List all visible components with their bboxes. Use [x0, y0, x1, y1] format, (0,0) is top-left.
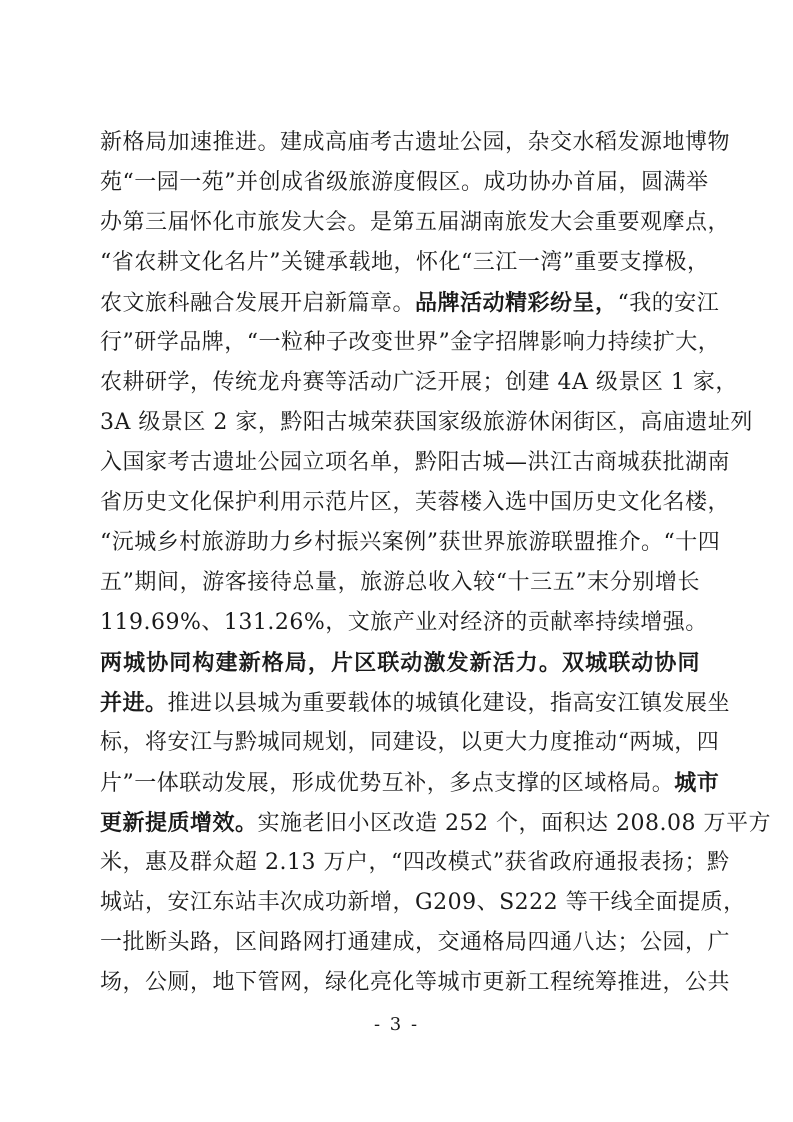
text-run: “我的安江	[617, 291, 720, 316]
text-line: 119.69%、131.26%，文旅产业对经济的贡献率持续增强。	[100, 610, 708, 635]
text-line: 五”期间，游客接待总量，旅游总收入较“十三五”末分别增长	[100, 570, 700, 595]
text-line	[100, 283, 720, 323]
bold-heading: 更新提质增效。	[100, 810, 258, 836]
text-line: 行”研学品牌，“一粒种子改变世界”金字招牌影响力持续扩大，	[100, 330, 721, 355]
bold-heading: 两城协同构建新格局，片区联动激发新活力。双城联动协同	[100, 650, 700, 676]
text-line: 办第三届怀化市旅发大会。是第五届湖南旅发大会重要观摩点，	[100, 210, 731, 235]
text-line	[100, 763, 720, 803]
text-line: 场，公厕，地下管网，绿化亮化等城市更新工程统筹推进，公共	[100, 970, 731, 995]
bold-heading: 品牌活动精彩纷呈，	[415, 290, 618, 316]
text-line: 3A 级景区 2 家，黔阳古城荣获国家级旅游休闲街区，高庙遗址列	[100, 410, 753, 435]
text-run: 推进以县城为重要载体的城镇化建设，指高安江镇发展坐	[167, 691, 731, 716]
text-line: 米，惠及群众超 2.13 万户，“四改模式”获省政府通报表扬；黔	[100, 850, 730, 875]
text-line: 新格局加速推进。建成高庙考古遗址公园，杂交水稻发源地博物	[100, 130, 731, 155]
bold-heading: 并进。	[100, 690, 168, 716]
bold-heading: 城市	[674, 770, 720, 796]
text-line: 省历史文化保护利用示范片区，芙蓉楼入选中国历史文化名楼，	[100, 490, 731, 515]
text-line: 苑“一园一苑”并创成省级旅游度假区。成功协办首届，圆满举	[100, 170, 709, 195]
text-line: 一批断头路，区间路网打通建成，交通格局四通八达；公园，广	[100, 930, 731, 955]
text-run: 实施老旧小区改造 252 个，面积达 208.08 万平方	[257, 811, 771, 836]
section-heading	[100, 643, 700, 683]
text-line: “沅城乡村旅游助力乡村振兴案例”获世界旅游联盟推介。“十四	[100, 530, 721, 555]
text-line	[100, 683, 731, 723]
text-line: 标，将安江与黔城同规划，同建设，以更大力度推动“两城，四	[100, 730, 720, 755]
body-text	[100, 123, 771, 1003]
text-line: 农耕研学，传统龙舟赛等活动广泛开展；创建 4A 级景区 1 家，	[100, 370, 738, 395]
text-line: “省农耕文化名片”关键承载地，怀化“三江一湾”重要支撑极，	[100, 250, 710, 275]
text-line: 城站，安江东站丰次成功新增，G209、S222 等干线全面提质，	[100, 890, 746, 915]
text-line	[100, 803, 771, 843]
page-number: - 3 -	[373, 1014, 420, 1035]
text-line: 入国家考古遗址公园立项名单，黔阳古城—洪江古商城获批湖南	[100, 450, 731, 475]
text-run: 农文旅科融合发展开启新篇章。	[100, 291, 416, 316]
text-run: 片”一体联动发展，形成优势互补，多点支撑的区域格局。	[100, 771, 675, 796]
